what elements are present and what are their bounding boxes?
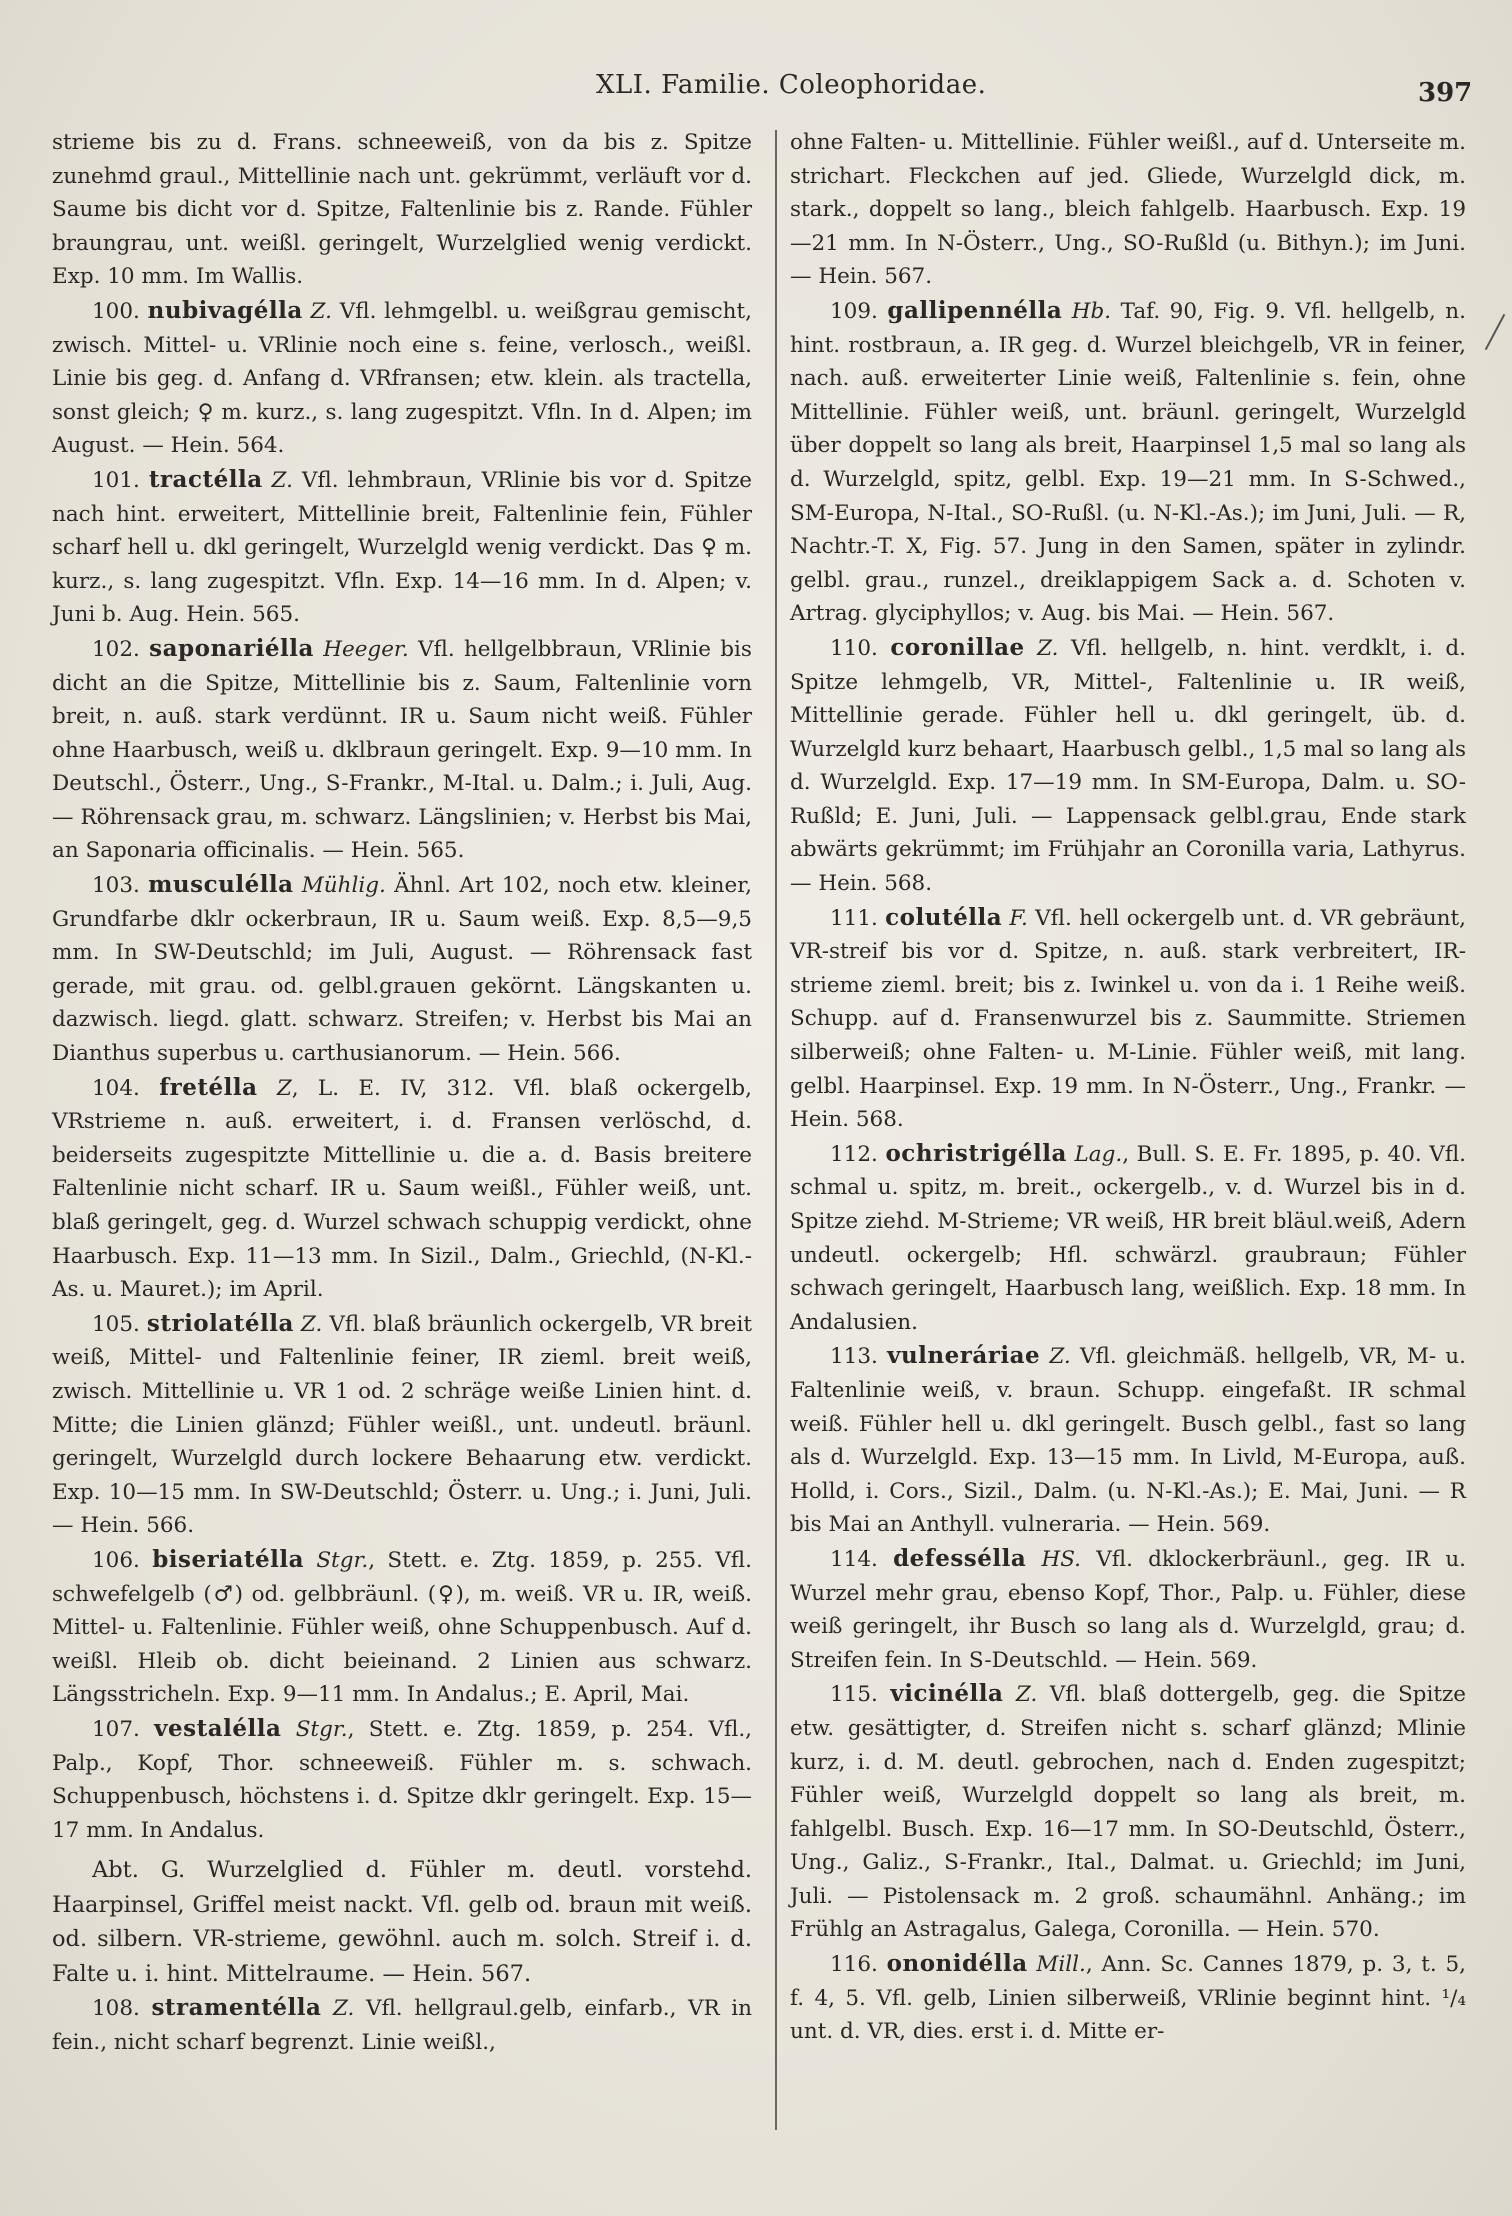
- species-name: coronillae: [890, 633, 1025, 661]
- species-entry-109: 109. gallipennélla Hb. Taf. 90, Fig. 9. Vfl. hellgelb, n. hint. rostbraun, a. IR geg. d. Wurzel bleichgelb, VR in feiner, nach. auß. erweiterter Linie weiß, Faltenlinie s. fein, ohne Mittellinie. Fühler weiß, unt. bräunl. geringelt, Wurzelgld über doppelt so lang als breit, Haarpinsel 1,5 mal so lang als d. Wurzelgld, spitz, gelbl. Exp. 19—21 mm. In S-Schwed., SM-Europa, N-Ital., SO-Rußl. (u. N-Kl.-As.); im Juni, Juli. — R, Nachtr.-T. X, Fig. 57. Jung in den Samen, später in zylindr. gelbl. grau., runzel., dreiklappigem Sack a. d. Schoten v. Artrag. glyciphyllos; v. Aug. bis Mai. — Hein. 567.: [790, 296, 1466, 627]
- species-entry-114: 114. defessélla HS. Vfl. dklockerbräunl., geg. IR u. Wurzel mehr grau, ebenso Kopf, Thor., Palp. u. Fühler, diese weiß geringelt, ihr Busch so lang als d. Wurzelgld, grau; d. Streifen fein. In S-Deutschld. — Hein. 569.: [790, 1544, 1466, 1673]
- species-name: gallipennélla: [887, 296, 1063, 324]
- species-author: Z.: [1037, 635, 1059, 661]
- species-entry-108: 108. stramentélla Z. Vfl. hellgraul.gelb, einfarb., VR in fein., nicht scharf begrenzt. Linie weißl.,: [52, 1994, 752, 2055]
- species-entry-101: 101. tractélla Z. Vfl. lehmbraun, VRlinie bis vor d. Spitze nach hint. erweitert, Mittellinie breit, Faltenlinie fein, Fühler scharf hell u. dkl geringelt, Wurzelgld wenig verdickt. Das ♀ m. kurz., s. lang zugespitzt. Vfln. Exp. 14—16 mm. In d. Alpen; v. Juni b. Aug. Hein. 565.: [52, 465, 752, 628]
- species-author: Mühlig.: [301, 873, 386, 899]
- species-author: Hb.: [1071, 298, 1112, 324]
- species-author: Z.: [310, 298, 332, 324]
- species-author: Z.: [332, 1996, 355, 2022]
- header-title: XLI. Familie. Coleophoridae.: [596, 70, 987, 100]
- left-column: [52, 126, 752, 2059]
- species-name: musculélla: [148, 871, 294, 899]
- species-name: defessélla: [893, 1544, 1027, 1572]
- species-author: Heeger.: [323, 636, 409, 662]
- species-entry-110: 110. coronillae Z. Vfl. hellgelb, n. hint. verdklt, i. d. Spitze lehmgelb, VR, Mittel-, Faltenlinie u. IR weiß, Mittellinie gerade. Fühler hell u. dkl geringelt, üb. d. Wurzelgld kurz behaart, Haarbusch gelbl., 1,5 mal so lang als d. Wurzelgld. Exp. 17—19 mm. In SM-Europa, Dalm. u. SO-Rußld; E. Juni, Juli. — Lappensack gelbl.grau, Ende stark abwärts gekrümmt; im Frühjahr an Coronilla varia, Lathyrus. — Hein. 568.: [790, 633, 1467, 897]
- entry-continuation: ohne Falten- u. Mittellinie. Fühler weißl., auf d. Unterseite m. strichart. Fleckchen auf jed. Gliede, Wurzelgld dick, m. stark., doppelt so lang., bleich fahlgelb. Haarbusch. Exp. 19—21 mm. In N-Österr., Ung., SO-Rußld (u. Bithyn.); im Juni. — Hein. 567.: [790, 130, 1466, 290]
- species-entry-102: 102. saponariélla Heeger. Vfl. hellgelbbraun, VRlinie bis dicht an die Spitze, Mittellinie bis z. Saum, Faltenlinie vorn breit, n. auß. stark verdünnt. IR u. Saum nicht weiß. Fühler ohne Haarbusch, weiß u. dklbraun geringelt. Exp. 9—10 mm. In Deutschl., Österr., Ung., S-Frankr., M-Ital. u. Dalm.; i. Juli, Aug. — Röhrensack grau, m. schwarz. Längslinien; v. Herbst bis Mai, an Saponaria officinalis. — Hein. 565.: [52, 634, 752, 864]
- species-entry-104: 104. fretélla Z, L. E. IV, 312. Vfl. blaß ockergelb, VRstrieme n. auß. erweitert, i. d. Fransen verlöschd, d. beiderseits zugespitzte Mittellinie u. die a. d. Basis breitere Faltenlinie nicht scharf. IR u. Saum weißl., Fühler weiß, unt. blaß geringelt, geg. d. Wurzel schwach schuppig verdickt, ohne Haarbusch. Exp. 11—13 mm. In Sizil., Dalm., Griechld, (N-Kl.-As. u. Mauret.); im April.: [52, 1073, 752, 1303]
- section-abt-g: Abt. G. Wurzelglied d. Fühler m. deutl. vorstehd. Haarpinsel, Griffel meist nackt. Vfl. gelb od. braun mit weiß. od. silbern. VR-strieme, gewöhnl. auch m. solch. Streif i. d. Falte u. i. hint. Mittelraume. — Hein. 567.: [52, 1857, 752, 1987]
- species-name: ochristrigélla: [885, 1139, 1067, 1167]
- species-author: Z.: [1015, 1682, 1038, 1708]
- species-entry-113: 113. vulneráriae Z. Vfl. gleichmäß. hellgelb, VR, M- u. Faltenlinie weiß, v. braun. Schupp. eingefaßt. IR schmal weiß. Fühler hell u. dkl geringelt. Busch gelbl., fast so lang als d. Wurzelgld. Exp. 13—15 mm. In Livld, M-Europa, auß. Holld, i. Cors., Sizil., Dalm. (u. N-Kl.-As.); E. Mai, Juni. — R bis Mai an Anthyll. vulneraria. — Hein. 569.: [790, 1342, 1466, 1538]
- species-entry-106: 106. biseriatélla Stgr., Stett. e. Ztg. 1859, p. 255. Vfl. schwefelgelb (♂) od. gelbbräunl. (♀), m. weiß. VR u. IR, weiß. Mittel- u. Faltenlinie. Fühler weiß, ohne Schuppenbusch. Auf d. weißl. Hleib ob. dicht beieinand. 2 Linien aus schwarz. Längsstricheln. Exp. 9—11 mm. In Andalus.; E. April, Mai.: [52, 1545, 752, 1708]
- column-divider: [775, 130, 777, 2130]
- species-author: Lag.: [1074, 1141, 1123, 1167]
- species-name: vestalélla: [154, 1714, 282, 1742]
- species-author: Z.: [271, 467, 293, 493]
- margin-pencil-mark: [1485, 314, 1506, 350]
- species-entry-105: 105. striolatélla Z. Vfl. blaß bräunlich ockergelb, VR breit weiß, Mittel- und Faltenlinie feiner, IR zieml. breit weiß, zwisch. Mittellinie u. VR 1 od. 2 schräge weiße Linien hint. d. Mitte; die Linien glänzd; Fühler weißl., unt. undeutl. bräunl. geringelt, Wurzelgld durch lockere Behaarung etw. verdickt. Exp. 10—15 mm. In SW-Deutschld; Österr. u. Ung.; i. Juni, Juli. — Hein. 566.: [52, 1309, 752, 1539]
- species-entry-115: 115. vicinélla Z. Vfl. blaß dottergelb, geg. die Spitze etw. gesättigter, d. Streifen nicht s. scharf glänzd; Mlinie kurz, i. d. M. deutl. gebrochen, nach d. Enden zugespitzt; Fühler weiß, Wurzelgld doppelt so lang als breit, m. fahlgelbl. Busch. Exp. 16—17 mm. In SO-Deutschld, Österr., Ung., Galiz., S-Frankr., Ital., Dalmat. u. Griechld; im Juni, Juli. — Pistolensack m. 2 groß. schaumähnl. Anhäng.; im Frühlg an Astragalus, Galega, Coronilla. — Hein. 570.: [790, 1680, 1467, 1943]
- species-author: Mill.: [1036, 1952, 1086, 1978]
- species-entry-103: 103. musculélla Mühlig. Ähnl. Art 102, noch etw. kleiner, Grundfarbe dklr ockerbraun, IR u. Saum weiß. Exp. 8,5—9,5 mm. In SW-Deutschld; im Juli, August. — Röhrensack fast gerade, mit grau. od. gelbl.grauen gekörnt. Längskanten u. dazwisch. liegd. glatt. schwarz. Streifen; v. Herbst bis Mai an Dianthus superbus u. carthusianorum. — Hein. 566.: [52, 871, 752, 1067]
- species-author: Stgr.: [295, 1716, 348, 1742]
- species-author: F.: [1009, 905, 1028, 931]
- species-entry-107: 107. vestalélla Stgr., Stett. e. Ztg. 1859, p. 254. Vfl., Palp., Kopf, Thor. schneeweiß. Fühler m. s. schwach. Schuppenbusch, höchstens i. d. Spitze dklr geringelt. Exp. 15—17 mm. In Andalus.: [52, 1714, 752, 1843]
- species-name: striolatélla: [146, 1309, 294, 1337]
- species-name: tractélla: [148, 465, 263, 493]
- species-author: HS.: [1041, 1546, 1082, 1572]
- species-author: Z: [276, 1075, 292, 1101]
- species-entry-116: 116. ononidélla Mill., Ann. Sc. Cannes 1879, p. 3, t. 5, f. 4, 5. Vfl. gelb, Linien silberweiß, VRlinie beginnt hint. ¹/₄ unt. d. VR, dies. erst i. d. Mitte er-: [790, 1950, 1466, 2045]
- species-name: biseriatélla: [152, 1545, 304, 1573]
- species-entry-112: 112. ochristrigélla Lag., Bull. S. E. Fr. 1895, p. 40. Vfl. schmal u. spitz, m. breit., ockergelb., v. d. Wurzel bis in d. Spitze ziehd. M-Strieme; VR weiß, HR breit bläul.weiß, Adern undeutl. ockergelb; Hfl. schwärzl. graubraun; Fühler schwach geringelt, Haarbusch lang, weißlich. Exp. 18 mm. In Andalusien.: [790, 1139, 1466, 1335]
- species-name: vicinélla: [890, 1680, 1004, 1708]
- entry-continuation: strieme bis zu d. Frans. schneeweiß, von da bis z. Spitze zunehmd graul., Mittellinie nach unt. gekrümmt, verläuft vor d. Saume bis dicht vor d. Spitze, Faltenlinie bis z. Rande. Fühler braungrau, unt. weißl. geringelt, Wurzelglied wenig verdickt. Exp. 10 mm. Im Wallis.: [52, 130, 752, 290]
- species-author: Z.: [300, 1311, 323, 1337]
- species-name: ononidélla: [886, 1950, 1028, 1978]
- species-entry-100: 100. nubivagélla Z. Vfl. lehmgelbl. u. weißgrau gemischt, zwisch. Mittel- u. VRlinie noch eine s. feine, verlosch., weißl. Linie bis geg. d. Anfang d. VRfransen; etw. klein. als tractella, sonst gleich; ♀ m. kurz., s. lang zugespitzt. Vfln. In d. Alpen; im August. — Hein. 564.: [52, 296, 752, 459]
- species-author: Stgr.: [316, 1547, 369, 1573]
- species-name: fretélla: [159, 1073, 258, 1101]
- species-author: Z.: [1049, 1344, 1071, 1370]
- species-name: vulneráriae: [887, 1342, 1041, 1370]
- species-entry-111: 111. colutélla F. Vfl. hell ockergelb unt. d. VR gebräunt, VR-streif bis vor d. Spitze, n. auß. stark verbreitert, IR-strieme zieml. breit; bis z. Iwinkel u. von da i. 1 Reihe weiß. Schupp. auf d. Fransenwurzel bis z. Saummitte. Striemen silberweiß; ohne Falten- u. M-Linie. Fühler weiß, mit lang. gelbl. Haarpinsel. Exp. 19 mm. In N-Österr., Ung., Frankr. — Hein. 568.: [790, 903, 1466, 1133]
- species-name: nubivagélla: [147, 296, 303, 324]
- right-column: [790, 126, 1466, 2049]
- running-header: [0, 60, 1512, 110]
- species-name: stramentélla: [151, 1994, 322, 2022]
- species-name: colutélla: [885, 903, 1003, 931]
- page-number: 397: [1418, 78, 1473, 108]
- species-name: saponariélla: [149, 634, 314, 662]
